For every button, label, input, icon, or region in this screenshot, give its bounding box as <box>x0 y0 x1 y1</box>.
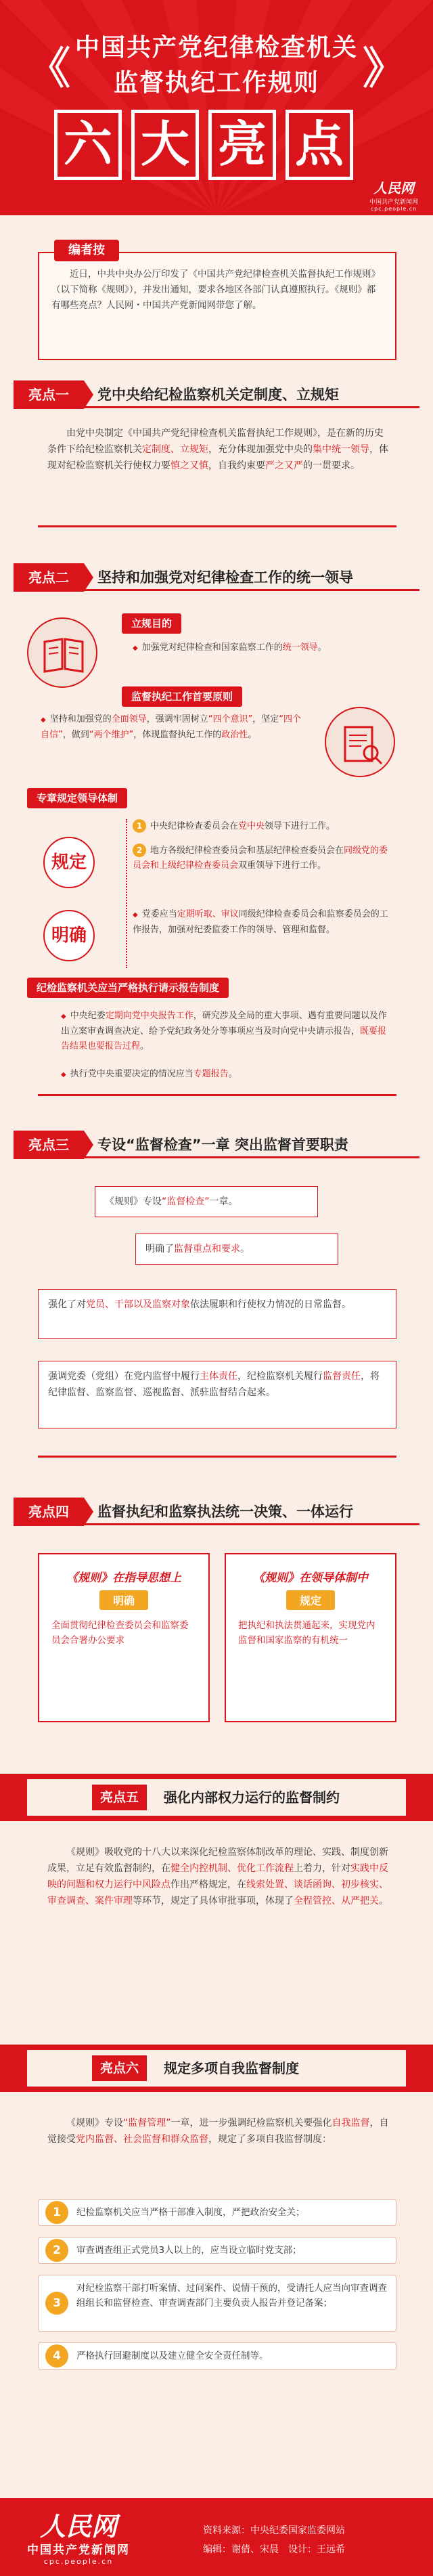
list-item <box>38 2237 396 2264</box>
s6-intro-e: ，自觉接受 <box>47 2118 389 2145</box>
section-4-head <box>14 1498 419 1526</box>
footer-logo <box>27 2513 130 2566</box>
s3-b2-c: 。 <box>240 1244 250 1254</box>
list-item <box>38 2275 396 2332</box>
s2-sub2-h: “两个维护” <box>89 730 134 740</box>
leadership-item-2 <box>133 844 396 873</box>
header-banner <box>0 0 433 215</box>
leadership-item-1 <box>133 819 396 834</box>
header-logo-main: 人民网 <box>373 180 414 196</box>
title-line-2: 监督执纪工作规则 <box>113 69 319 97</box>
s2-r2-a: 执行党中央重要决定的情况应当 <box>70 1069 193 1079</box>
s2-sub2-d: “四个意识” <box>208 714 253 724</box>
editor-note-tag: 编者按 <box>54 240 119 261</box>
s5-text-f: 线索处置、谈话函询、初步核实、审查调查、案件审理 <box>47 1879 388 1906</box>
section-1-text <box>47 425 392 474</box>
six-char-2: 大 <box>131 110 199 180</box>
s2-sub2-f: “四个自信” <box>41 714 301 740</box>
s2-sub2-a: 坚持和加强党的 <box>49 714 112 724</box>
s6-intro-a: 《规则》专设 <box>66 2118 123 2129</box>
leadership-item-3 <box>133 907 396 938</box>
section-2-tag: 亮点二 <box>14 563 84 592</box>
s2-sub1-c: 。 <box>317 642 327 653</box>
s4-card-1-title: 《规则》在指导思想上 <box>66 1571 181 1585</box>
s3-box-4 <box>38 1361 396 1428</box>
section-4-title: 监督执纪和监察执法统一决策、一体运行 <box>97 1504 353 1520</box>
s2-sub1-b: 统一领导 <box>282 642 318 653</box>
s6-intro-d: 自我监督 <box>332 2118 370 2129</box>
title-line-1: 中国共产党纪律检查机关 <box>74 34 358 62</box>
s4-card-2 <box>225 1553 396 1722</box>
s2-r1-c: ，研究涉及全局的重大事项、遇有重要问题以及作出立案审查调查决定、给予党纪政务处分等事项应当及时向党中央请示报告， <box>61 1011 387 1036</box>
s4-card-2-body: 把执纪和执法贯通起来，实现党内监督和国家监察的有机统一 <box>238 1620 375 1646</box>
s2-sub2-e: ，坚定 <box>252 714 279 724</box>
section-5-tag: 亮点五 <box>92 1785 147 1810</box>
s2-m1-c: 同级纪律检查委员会和监察委员会的工作报告，加强对纪委监委工作的领导、管理和监督。 <box>133 909 388 935</box>
number-badge: 1 <box>133 819 146 833</box>
section-4-tag: 亮点四 <box>14 1498 84 1526</box>
s2-g2-b: 同级党的委员会和上级纪律检查委员会 <box>133 846 388 871</box>
s2-sub2-j: 政治性 <box>221 730 248 740</box>
s4-card-2-tag: 规定 <box>286 1590 335 1610</box>
number-badge: 2 <box>133 844 146 857</box>
s4-card-1 <box>38 1553 210 1722</box>
s1-text-g: ，自我约束要 <box>208 460 265 471</box>
s3-b4-a: 强调党委（党组）在党内监督中履行 <box>48 1371 200 1382</box>
s5-text-h: 全程管控、从严把关 <box>294 1896 379 1906</box>
report-item-1 <box>61 1009 392 1054</box>
list-item <box>38 2342 396 2370</box>
number-badge: 3 <box>45 2292 68 2315</box>
s5-text-g: 等环节，规定了具体审批事项，体现了 <box>133 1896 294 1906</box>
section-2-divider <box>38 1094 396 1096</box>
s5-text-b: 健全内控机制、优化工作流程 <box>170 1863 294 1874</box>
s2-sub2-c: ，强调牢固树立 <box>146 714 208 724</box>
s1-text-f: 慎之又慎 <box>170 460 208 471</box>
s3-b4-c: ，纪检监察机关履行 <box>237 1371 323 1382</box>
s1-text-b: 定制度、立规矩 <box>142 444 208 455</box>
s2-r2-c: 。 <box>228 1069 237 1079</box>
s3-box-1 <box>95 1186 318 1217</box>
word-stipulate: 规定 <box>43 837 95 888</box>
number-badge: 4 <box>45 2344 68 2367</box>
section-6-title: 规定多项自我监督制度 <box>164 2060 299 2076</box>
title-bracket-right: 》 <box>363 44 406 94</box>
s3-b2-b: 监督重点和要求 <box>174 1244 240 1254</box>
s6-intro-b: “监督管理” <box>123 2118 171 2129</box>
section-3-underline <box>84 1156 419 1158</box>
s5-text-a: 《规则》吸收党的十八大以来深化纪检监察体制改革的理论、实践、制度创新成果，立足有效监督制约，在 <box>47 1847 388 1874</box>
sub-tag-report: 纪检监察机关应当严格执行请示报告制度 <box>27 978 229 998</box>
section-3-head <box>14 1131 419 1159</box>
book-icon <box>27 617 97 688</box>
sub-principle-text <box>41 712 304 743</box>
s3-b1-b: “监督检查” <box>162 1196 210 1207</box>
section-3-tag: 亮点三 <box>14 1131 84 1159</box>
footer-source: 资料来源：中央纪委国家监委网站 <box>203 2525 345 2536</box>
s5-text-c: 上着力，针对 <box>294 1863 350 1874</box>
sub-tag-leadership: 专章规定领导体制 <box>27 788 127 808</box>
s2-sub1-a: 加强党对纪律检查和国家监察工作的 <box>141 642 283 653</box>
diamond-bullet-icon: ◆ <box>61 1071 66 1078</box>
s3-b2-a: 明确了 <box>145 1244 174 1254</box>
section-2-title: 坚持和加强党对纪律检查工作的统一领导 <box>97 569 353 586</box>
diamond-bullet-icon: ◆ <box>61 1013 66 1020</box>
section-1-title: 党中央给纪检监察机关定制度、立规矩 <box>97 387 339 403</box>
editor-note-text: 近日，中共中央办公厅印发了《中国共产党纪律检查机关监督执纪工作规则》（以下简称《规则》），并发出通知，要求各地区各部门认真遵照执行。《规则》都有哪些亮点？人民网・中国共产党新闻网带您了解。 <box>51 269 380 311</box>
word-clarify: 明确 <box>43 910 95 961</box>
footer-logo-main: 人民网 <box>39 2511 117 2541</box>
s2-r1-a: 中央纪委 <box>70 1011 106 1021</box>
s2-g2-c: 双重领导下进行工作。 <box>238 860 327 871</box>
s2-g2-a: 地方各级纪律检查委员会和基层纪律检查委员会在 <box>150 846 344 856</box>
s3-b1-a: 《规则》专设 <box>105 1196 162 1207</box>
footer-logo-url: cpc.people.cn <box>43 2557 114 2566</box>
section-6-intro <box>47 2115 392 2147</box>
s3-b3-c: 依法履职和行使权力情况的日常监督。 <box>190 1299 351 1310</box>
footer-info <box>203 2521 345 2559</box>
section-3-title: 专设“监督检查”一章 突出监督首要职责 <box>97 1137 348 1153</box>
s3-box-2 <box>135 1234 338 1265</box>
s6-intro-g: ，规定了多项自我监督制度： <box>208 2134 332 2145</box>
s5-text-i: 。 <box>379 1896 388 1906</box>
footer-editors: 编辑：谢倩、宋晨 设计：王远希 <box>203 2544 345 2555</box>
s1-text-h: 严之又严 <box>265 460 303 471</box>
s2-sub2-i: ，体现监督执纪工作的 <box>133 730 222 740</box>
s2-sub2-k: 。 <box>248 730 257 740</box>
section-1-divider <box>38 525 396 527</box>
section-5-title: 强化内部权力运行的监督制约 <box>164 1789 340 1806</box>
s2-g1-c: 领导下进行工作。 <box>265 821 336 831</box>
six-char-3: 亮 <box>208 110 276 180</box>
title-bracket-left: 《 <box>27 44 70 94</box>
footer-logo-sub: 中国共产党新闻网 <box>27 2544 130 2557</box>
s5-text-d: 实践中反映的问题和权力运行中风险点 <box>47 1863 388 1890</box>
diamond-bullet-icon: ◆ <box>133 911 138 919</box>
s4-card-2-title: 《规则》在领导体制中 <box>253 1571 368 1585</box>
s3-b4-e: ，将纪律监督、监察监督、巡视监督、派驻监督结合起来。 <box>48 1371 380 1398</box>
footer <box>0 2498 433 2576</box>
leadership-dotted-line <box>126 819 127 968</box>
sub-purpose-text <box>133 640 396 656</box>
s2-r1-e: 。 <box>140 1041 150 1051</box>
s6-intro-c: 一章，进一步强调纪检监察机关要强化 <box>170 2118 332 2129</box>
section-1-head <box>14 380 419 409</box>
s1-text-c: ，充分体现加强党中央的 <box>208 444 313 455</box>
s1-text-e: ，体现对纪检监察机关行使权力要 <box>47 444 388 471</box>
section-2-underline <box>84 589 419 591</box>
s4-card-1-tag: 明确 <box>99 1590 148 1610</box>
list-item <box>38 2199 396 2226</box>
sub-tag-principle: 监督执纪工作首要原则 <box>122 686 242 707</box>
header-logo <box>369 177 418 212</box>
s6-item-1-text: 纪检监察机关应当严格干部准入制度，严把政治安全关； <box>76 2207 305 2218</box>
s3-b4-b: 主体责任 <box>200 1371 237 1382</box>
diamond-bullet-icon: ◆ <box>41 716 46 724</box>
s6-item-2-text: 审查调查组正式党员3人以上的，应当设立临时党支部； <box>76 2245 302 2256</box>
s2-r1-b: 定期向党中央报告工作 <box>105 1011 193 1021</box>
diamond-bullet-icon: ◆ <box>133 645 138 652</box>
header-logo-url: cpc.people.cn <box>370 206 417 212</box>
s1-text-a: 由党中央制定《中国共产党纪律检查机关监督执纪工作规则》，是在新的历史条件下给纪检监察机关 <box>47 428 384 455</box>
s3-b1-c: 一章。 <box>209 1196 238 1207</box>
header-logo-sub: 中国共产党新闻网 <box>369 199 418 206</box>
s3-b3-b: 党员、干部以及监察对象 <box>86 1299 190 1310</box>
s2-m1-a: 党委应当 <box>141 909 177 919</box>
s5-text-e: 作出严格规定，在 <box>170 1879 246 1890</box>
s3-box-3 <box>38 1289 396 1339</box>
s6-item-4-text: 严格执行回避制度以及建立健全安全责任制等。 <box>76 2351 269 2361</box>
s4-card-1-body: 全面贯彻纪律检查委员会和监察委员会合署办公要求 <box>51 1620 189 1646</box>
section-5-text <box>47 1844 392 1909</box>
section-1-underline <box>84 406 419 408</box>
s3-b3-a: 强化了对 <box>48 1299 86 1310</box>
s2-sub2-b: 全面领导 <box>111 714 147 724</box>
number-badge: 1 <box>45 2201 68 2224</box>
section-6-tag: 亮点六 <box>92 2055 147 2081</box>
s2-r2-b: 专题报告 <box>193 1069 229 1079</box>
s2-sub2-g: ，做到 <box>62 730 89 740</box>
section-1-tag: 亮点一 <box>14 380 84 409</box>
s1-text-i: 的一贯要求。 <box>303 460 360 471</box>
s2-m1-b: 定期听取、审议 <box>177 909 239 919</box>
six-highlights-title <box>54 110 353 180</box>
s2-g1-b: 党中央 <box>238 821 265 831</box>
section-4-underline <box>84 1523 419 1525</box>
six-char-1: 六 <box>54 110 122 180</box>
document-icon <box>325 707 395 777</box>
sub-tag-purpose: 立规目的 <box>122 613 181 634</box>
section-2-head <box>14 563 419 592</box>
s1-text-d: 集中统一领导 <box>313 444 369 455</box>
six-char-4: 点 <box>286 110 353 180</box>
s3-b4-d: 监督责任 <box>323 1371 361 1382</box>
s6-intro-f: 党内监督、社会监督和群众监督 <box>76 2134 208 2145</box>
section-3-divider <box>38 1456 396 1458</box>
s2-r1-d: 既要报告结果也要报告过程 <box>61 1026 387 1051</box>
s2-g1-a: 中央纪律检查委员会在 <box>150 821 239 831</box>
report-item-2 <box>61 1067 392 1083</box>
s6-item-3-text: 对纪检监察干部打听案情、过问案件、说情干预的，受请托人应当向审查调查组组长和监督检查、审查调查部门主要负责人报告并登记备案； <box>76 2283 387 2309</box>
number-badge: 2 <box>45 2239 68 2262</box>
